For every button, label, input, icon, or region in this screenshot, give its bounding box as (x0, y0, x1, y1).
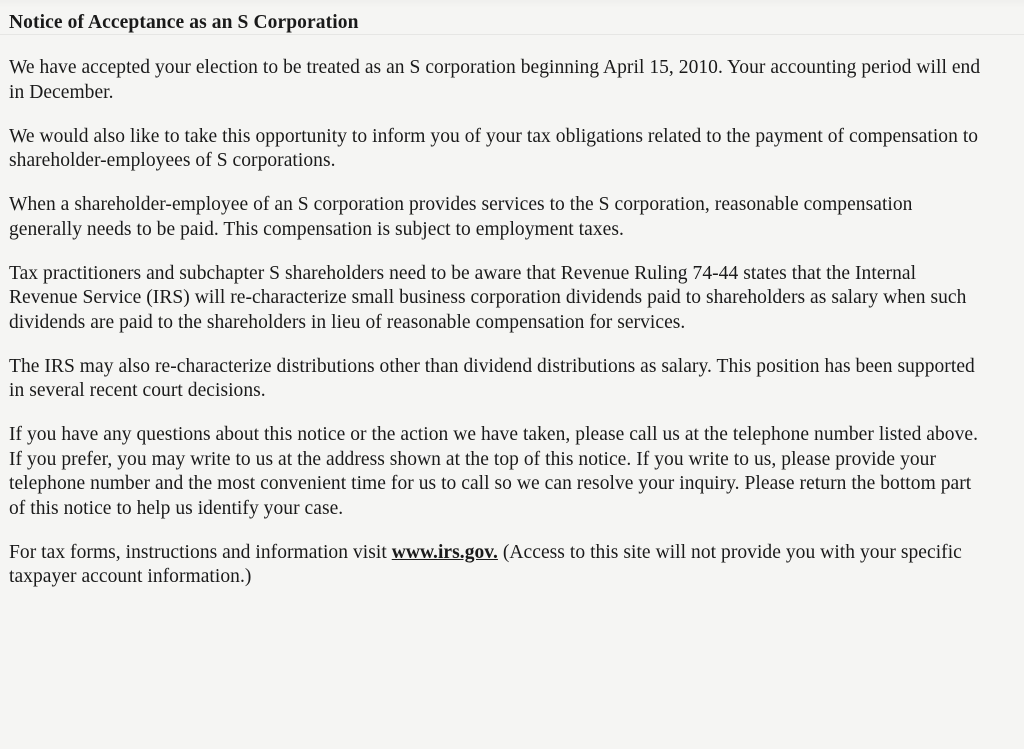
paper-fold-line (0, 34, 1024, 35)
paragraph-tax-forms (9, 541, 984, 590)
notice-title: Notice of Acceptance as an S Corporation (9, 12, 359, 33)
paragraph-questions: If you have any questions about this notice or the action we have taken, please call us at the telephone number listed above. If you prefer, you may write to us at the address shown at the top of this notice. If you write to us, please provide your telephone number and the most convenient time for us to call so we can resolve your inquiry. Please return the bottom part of this notice to help us identify your case. (9, 424, 979, 519)
closing-text-after-link: (Access to this site will not provide you with your specific taxpayer account information.) (9, 541, 962, 587)
paragraph-revenue-ruling: Tax practitioners and subchapter S shareholders need to be aware that Revenue Ruling 74-44 states that the Internal Revenue Service (IRS) will re-characterize small business corporation dividends paid to shareholders as salary when such dividends are paid to the shareholders in lieu of reasonable compensation for services. (9, 262, 967, 333)
closing-text-before-link: For tax forms, instructions and information visit (9, 541, 392, 563)
paragraph-distributions: The IRS may also re-characterize distributions other than dividend distributions as salary. This position has been supported in several recent court decisions. (9, 355, 975, 401)
paragraph-acceptance: We have accepted your election to be treated as an S corporation beginning April 15, 2010. Your accounting period will end in December. (9, 57, 981, 103)
irs-website-link[interactable]: www.irs.gov. (391, 541, 498, 563)
paragraph-reasonable-compensation: When a shareholder-employee of an S corporation provides services to the S corporation, reasonable compensation generally needs to be paid. This compensation is subject to employment taxes. (9, 194, 913, 240)
paragraph-tax-obligations: We would also like to take this opportunity to inform you of your tax obligations related to the payment of compensation to shareholder-employees of S corporations. (9, 125, 979, 171)
